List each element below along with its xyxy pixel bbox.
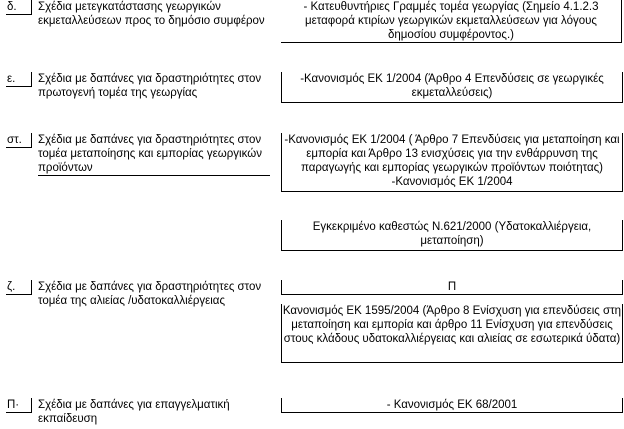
row-letter: δ.	[6, 0, 32, 15]
row-description: Σχέδια με δαπάνες για δραστηριότητες στον τομέα της αλιείας /υδατοκαλλιέργειας	[38, 281, 262, 307]
row-letter: στ.	[6, 133, 32, 148]
row-law-text: - Κατευθυντήριες Γραμμές τομέα γεωργίας (Σημείο 4.1.2.3 μεταφορά κτιρίων γεωργικών εκμεταλλεύσεων για λόγους δημοσίου συμφέροντος.)	[281, 0, 622, 43]
row-letter: Π·	[6, 398, 32, 413]
row-description: Σχέδια μετεγκατάστασης γεωργικών εκμεταλλεύσεων προς το δημόσιο συμφέρον	[38, 1, 265, 27]
row-description: Σχέδια με δαπάνες για δραστηριότητες στον πρωτογενή τομέα της γεωργίας	[38, 73, 262, 99]
row-letter: ζ.	[6, 280, 32, 295]
row-letter: ε.	[6, 72, 32, 87]
row-law-text: Εγκεκριμένο καθεστώς Ν.621/2000 (Υδατοκαλλιέργεια, μεταποίηση)	[281, 220, 623, 251]
row-law-text: -Κανονισμός ΕΚ 1/2004 (Άρθρο 4 Επενδύσεις σε γεωργικές εκμεταλλεύσεις)	[281, 72, 623, 103]
row-description: Σχέδια με δαπάνες για επαγγελματική εκπαίδευση	[38, 399, 230, 425]
row-law-text: Κανονισμός ΕΚ 1595/2004 (Άρθρο 8 Ενίσχυση για επενδύσεις στη μεταποίηση και εμπορία και άρθρο 11 Ενίσχυση για επενδύσεις στους κλάδους υδατοκαλλιέργειας και αλιείας σε εσωτερικά ύδατα)	[281, 304, 623, 363]
row-law-text: Π	[281, 280, 623, 295]
row-law-text: - Κανονισμός ΕΚ 68/2001	[281, 398, 623, 413]
row-description: Σχέδια με δαπάνες για δραστηριότητες στον τομέα μεταποίησης και εμπορίας γεωργικών προϊόντων	[38, 133, 270, 176]
row-law-text: -Κανονισμός ΕΚ 1/2004 ( Άρθρο 7 Επενδύσεις για μεταποίηση και εμπορία και Άρθρο 13 ενισχύσεις για την ενθάρρυνση της παραγωγής και εμπορίας γεωργικών προϊόντων ποιότητας) -Κανονισμός ΕΚ 1/2004	[281, 133, 623, 192]
